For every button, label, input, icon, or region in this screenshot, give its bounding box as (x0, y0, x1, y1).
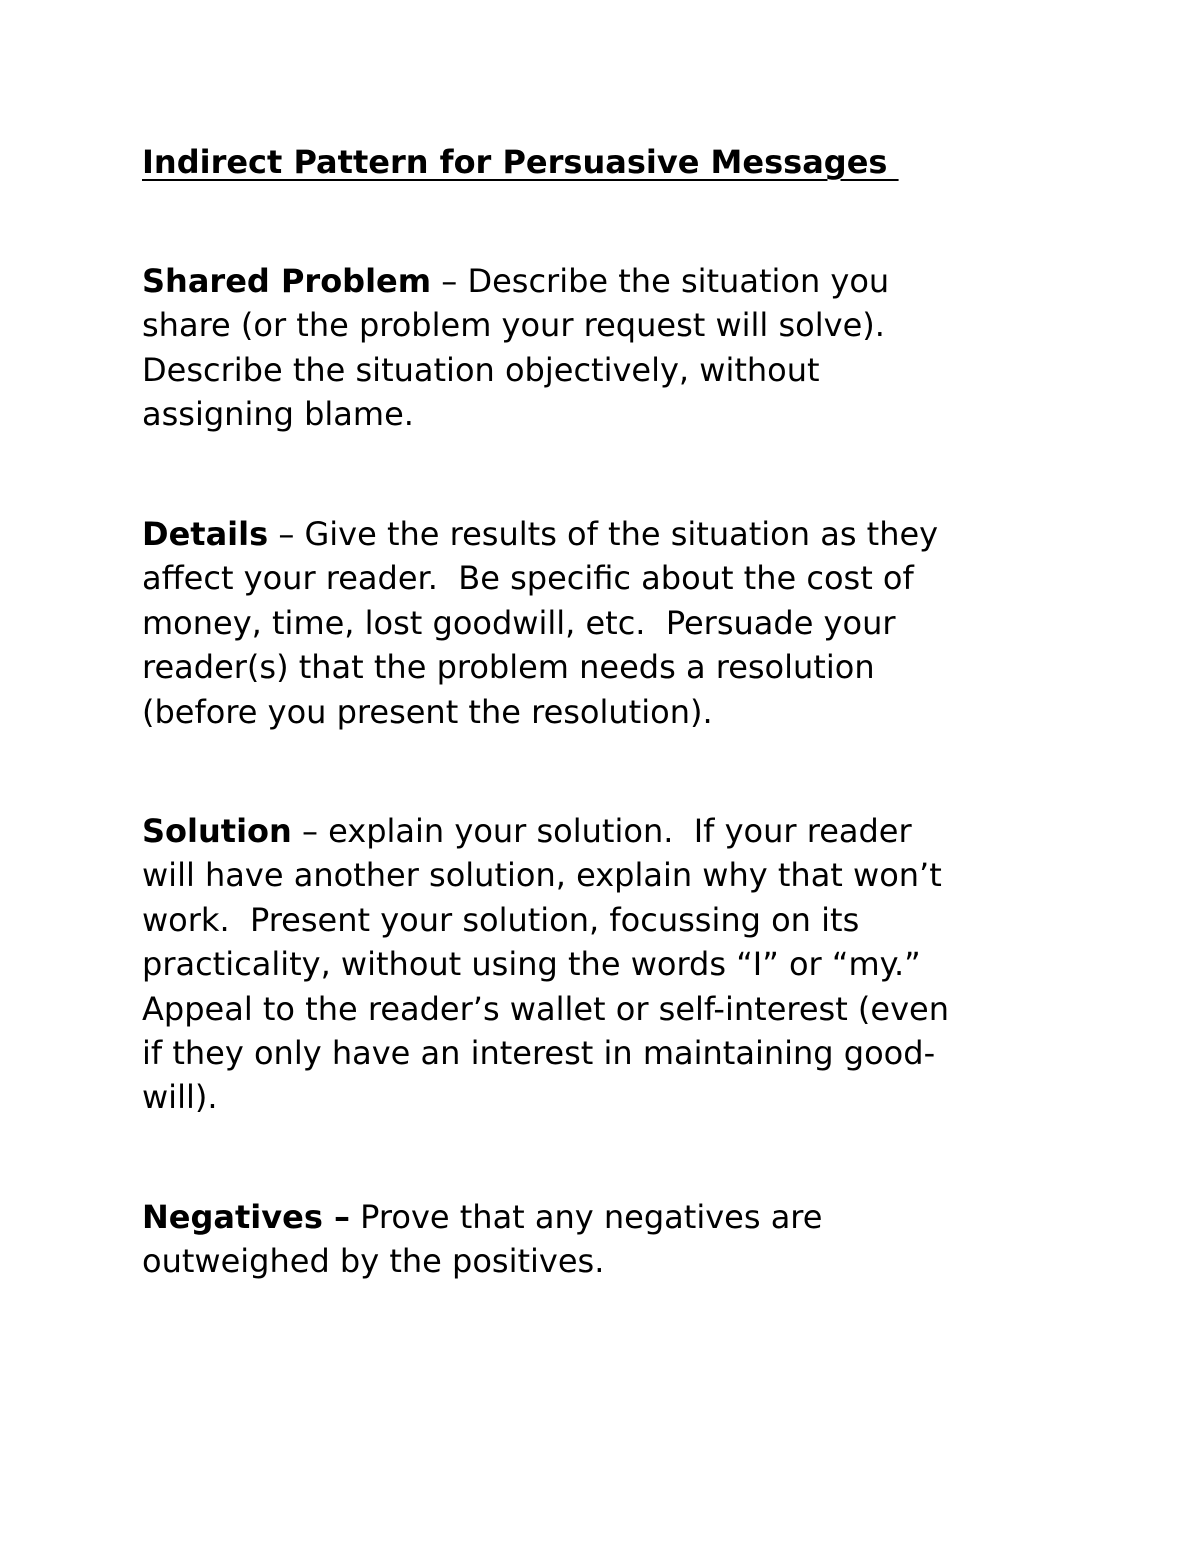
section-line: Appeal to the reader’s wallet or self-interest (even (142, 989, 949, 1028)
section-line: if they only have an interest in maintaining good- (142, 1034, 936, 1073)
section-text: explain your solution. If your reader (328, 812, 912, 850)
section-separator: – (291, 812, 329, 850)
section-line: outweighed by the positives. (142, 1242, 605, 1281)
section-line (142, 809, 1042, 853)
section-separator: – (431, 262, 468, 300)
section-solution (142, 809, 1042, 1120)
section-line (142, 512, 1042, 556)
section-negatives (142, 1195, 1042, 1284)
section-term: Negatives – (142, 1198, 350, 1236)
section-line: share (or the problem your request will solve). (142, 306, 885, 345)
section-term: Details (142, 515, 269, 553)
section-separator: – (268, 515, 305, 553)
section-text: Prove that any negatives are (360, 1198, 823, 1236)
section-line: money, time, lost goodwill, etc. Persuade your (142, 603, 896, 642)
section-term: Solution (142, 812, 292, 850)
section-shared-problem (142, 259, 1042, 437)
section-line: assigning blame. (142, 395, 414, 434)
section-line: work. Present your solution, focussing on its (142, 900, 860, 939)
section-line: affect your reader. Be specific about the cost of (142, 559, 914, 598)
section-line: practicality, without using the words “I” or “my.” (142, 945, 921, 984)
section-line: Describe the situation objectively, without (142, 350, 820, 389)
section-separator (350, 1198, 360, 1236)
section-text: Describe the situation you (467, 262, 890, 300)
section-line (142, 1195, 1042, 1239)
section-details (142, 512, 1042, 734)
document-title: Indirect Pattern for Persuasive Messages (142, 143, 899, 181)
section-line (142, 259, 1042, 303)
section-line: will have another solution, explain why that won’t (142, 856, 942, 895)
section-line: will). (142, 1078, 218, 1117)
section-term: Shared Problem (142, 262, 432, 300)
section-text: Give the results of the situation as they (304, 515, 939, 553)
section-line: (before you present the resolution). (142, 692, 713, 731)
section-line: reader(s) that the problem needs a resolution (142, 648, 875, 687)
